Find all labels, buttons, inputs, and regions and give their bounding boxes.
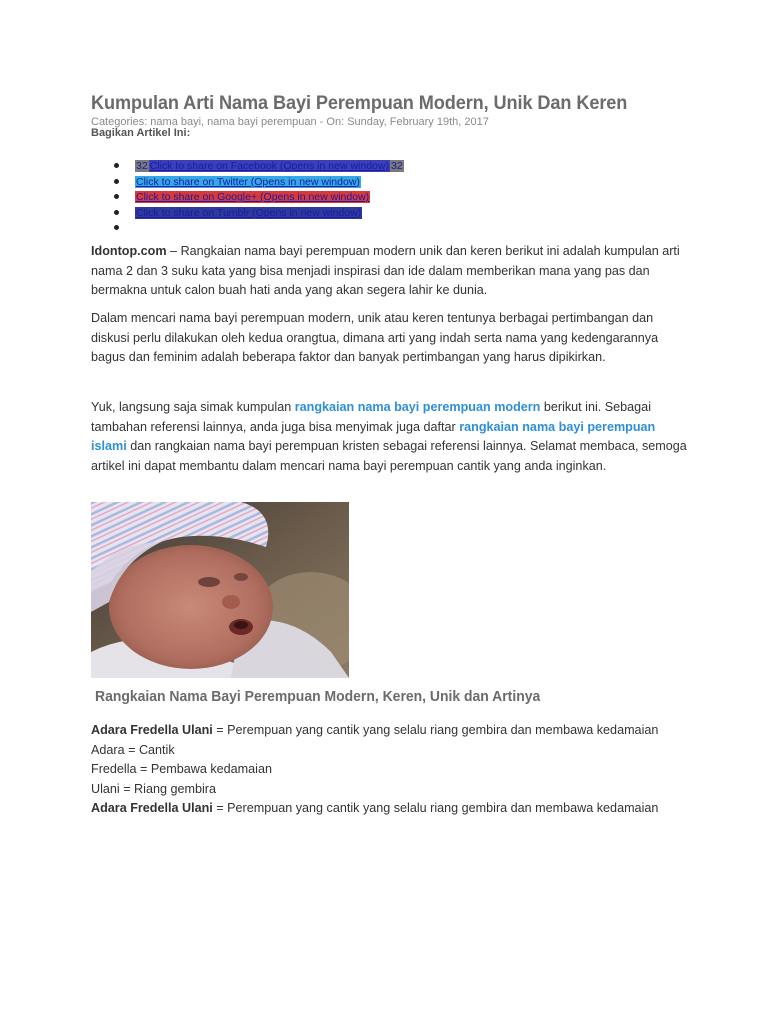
list-item: Ulani = Riang gembira	[91, 781, 216, 796]
share-count: 32	[390, 160, 403, 172]
share-facebook-link[interactable]: Click to share on Facebook (Opens in new window)	[149, 160, 389, 172]
article-meta: Categories: nama bayi, nama bayi perempuan - On: Sunday, February 19th, 2017	[91, 116, 489, 128]
intro-text: – Rangkaian nama bayi perempuan modern unik dan keren berikut ini adalah kumpulan arti nama 2 dan 3 suku kata yang bisa menjadi inspirasi dan ide dalam memberikan mana yang pas dan bermakna untuk calon buah hati anda yang akan segera lahir ke dunia.	[91, 244, 680, 297]
share-tumblr-link[interactable]: Click to share on Tumblr (Opens in new window)	[136, 206, 362, 219]
share-twitter-link[interactable]: Click to share on Twitter (Opens in new window)	[136, 175, 360, 188]
baby-photo	[91, 502, 349, 678]
name-list	[91, 721, 691, 819]
paragraph-text: berikut ini. Sebagai tambahan referensi lainnya, anda juga bisa menyimak juga daftar	[91, 400, 651, 434]
bullet-icon	[114, 225, 119, 230]
bullet-icon	[114, 163, 119, 168]
list-item: Adara = Cantik	[91, 742, 175, 757]
link-islamic-names[interactable]: rangkaian nama bayi perempuan islami	[91, 419, 656, 453]
name-meaning: = Perempuan yang cantik yang selalu riang gembira dan membawa kedamaian	[212, 723, 659, 737]
share-count: 32	[136, 160, 148, 172]
name-meaning: = Perempuan yang cantik yang selalu riang gembira dan membawa kedamaian	[212, 801, 659, 815]
bullet-icon	[114, 210, 119, 215]
paragraph-2: Dalam mencari nama bayi perempuan modern, unik atau keren tentunya berbagai pertimbangan dan diskusi perlu dilakukan oleh kedua orangtua, dimana arti yang indah serta nama yang kedengarannya bagus dan feminim adalah beberapa faktor dan banyak pertimbangan yang harus dipikirkan.	[91, 311, 659, 364]
name-entry-bold: Adara Fredella Ulani	[91, 723, 213, 737]
share-googleplus-link[interactable]: Click to share on Google+ (Opens in new window)	[136, 191, 370, 203]
list-item	[91, 721, 691, 741]
bullet-icon	[114, 194, 119, 199]
paragraph-3	[91, 398, 691, 476]
site-name: Idontop.com	[91, 244, 167, 258]
list-item: Fredella = Pembawa kedamaian	[91, 762, 272, 776]
link-modern-names[interactable]: rangkaian nama bayi perempuan modern	[294, 400, 541, 414]
paragraph-text: Yuk, langsung saja simak kumpulan	[91, 400, 295, 414]
article-title: Kumpulan Arti Nama Bayi Perempuan Modern, Unik Dan Keren	[91, 92, 628, 114]
bullet-icon	[114, 179, 119, 184]
name-entry-bold: Adara Fredella Ulani	[91, 801, 213, 815]
section-heading: Rangkaian Nama Bayi Perempuan Modern, Keren, Unik dan Artinya	[95, 688, 541, 705]
paragraph-text: dan rangkaian nama bayi perempuan kristen sebagai referensi lainnya. Selamat membaca, semoga artikel ini dapat membantu dalam mencari nama bayi perempuan cantik yang anda inginkan.	[91, 439, 687, 473]
share-heading: Bagikan Artikel Ini:	[91, 127, 191, 139]
intro-paragraph	[91, 242, 691, 301]
list-item	[91, 799, 691, 819]
